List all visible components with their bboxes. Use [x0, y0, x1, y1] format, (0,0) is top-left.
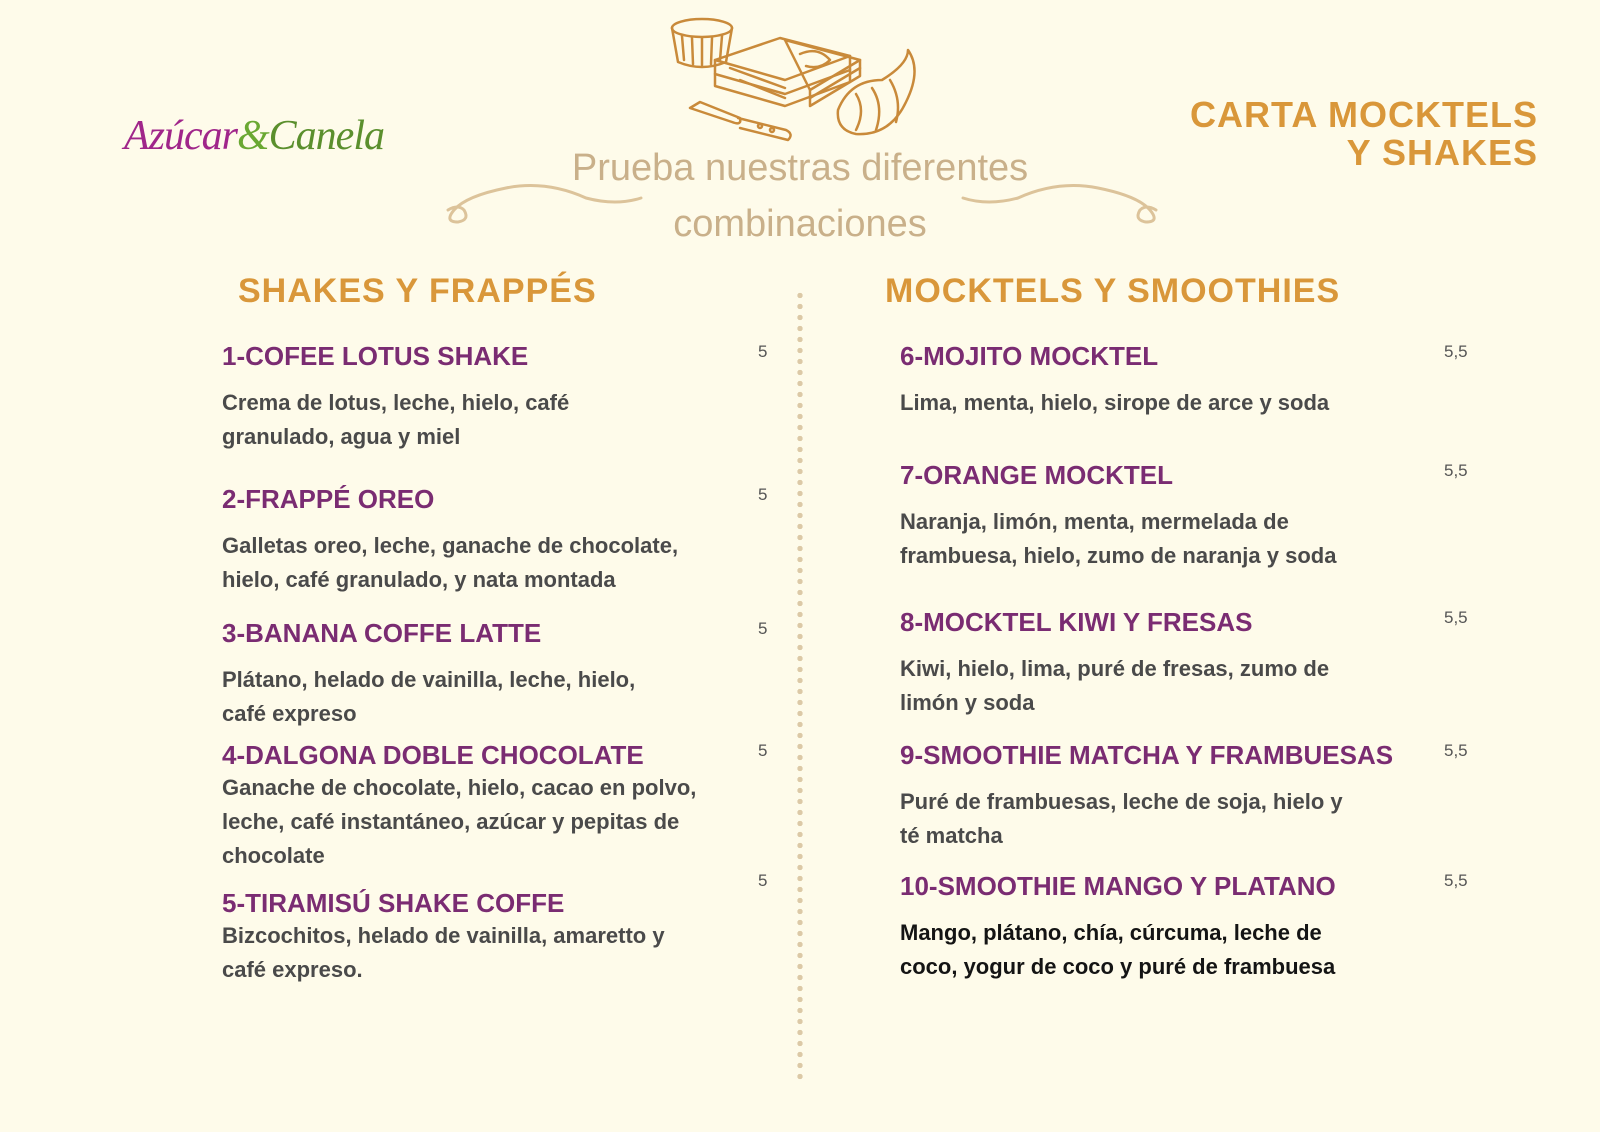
tagline-line2: combinaciones [673, 203, 927, 245]
menu-item-title: 10-SMOOTHIE MANGO Y PLATANO [900, 871, 1336, 901]
menu-item-3 [222, 617, 635, 731]
page-title [1190, 96, 1538, 172]
logo-text-azucar: Azúcar [124, 113, 237, 159]
menu-item-price: 5 [758, 619, 768, 638]
desc-line: Plátano, helado de vainilla, leche, hielo, [222, 667, 636, 692]
menu-item-price: 5,5 [1444, 608, 1468, 627]
logo-ampersand: & [237, 113, 269, 159]
menu-item-title: 6-MOJITO MOCKTEL [900, 341, 1159, 371]
desc-line: Ganache de chocolate, hielo, cacao en polvo, [222, 775, 697, 800]
menu-item-9 [900, 739, 1393, 853]
menu-item-description [222, 919, 665, 987]
section-heading-mocktels: MOCKTELS Y SMOOTHIES [885, 272, 1341, 310]
menu-item-4 [222, 739, 696, 873]
desc-line: hielo, café granulado, y nata montada [222, 567, 616, 592]
section-heading-shakes: SHAKES Y FRAPPÉS [238, 272, 597, 310]
menu-item-title: 2-FRAPPÉ OREO [222, 484, 435, 514]
pastries-illustration [660, 10, 940, 150]
menu-item-price: 5 [758, 871, 768, 890]
desc-line: Mango, plátano, chía, cúrcuma, leche de [900, 920, 1322, 945]
menu-item-2 [222, 483, 678, 597]
desc-line: Naranja, limón, menta, mermelada de [900, 509, 1289, 534]
desc-line: café expreso. [222, 957, 363, 982]
page-title-line2: Y SHAKES [1346, 132, 1538, 173]
menu-item-description [222, 529, 678, 597]
menu-item-description [222, 386, 569, 454]
menu-item-title: 5-TIRAMISÚ SHAKE COFFE [222, 888, 565, 918]
desc-line: té matcha [900, 823, 1003, 848]
desc-line: chocolate [222, 843, 325, 868]
menu-item-description [222, 663, 635, 731]
desc-line: Crema de lotus, leche, hielo, café [222, 390, 570, 415]
menu-item-price: 5,5 [1444, 342, 1468, 361]
menu-item-title: 4-DALGONA DOBLE CHOCOLATE [222, 740, 644, 770]
menu-item-description [900, 785, 1393, 853]
desc-line: Kiwi, hielo, lima, puré de fresas, zumo de [900, 656, 1330, 681]
menu-item-price: 5,5 [1444, 871, 1468, 890]
menu-item-description [222, 771, 696, 873]
menu-item-8 [900, 606, 1329, 720]
desc-line: coco, yogur de coco y puré de frambuesa [900, 954, 1336, 979]
menu-item-title: 7-ORANGE MOCKTEL [900, 460, 1173, 490]
brand-logo [124, 112, 384, 160]
tagline-line1: Prueba nuestras diferentes [571, 147, 1029, 189]
menu-item-price: 5,5 [1444, 461, 1468, 480]
menu-item-title: 9-SMOOTHIE MATCHA Y FRAMBUESAS [900, 740, 1394, 770]
desc-line: café expreso [222, 701, 357, 726]
logo-text-canela: Canela [268, 113, 384, 159]
menu-item-price: 5,5 [1444, 741, 1468, 760]
desc-line: limón y soda [900, 690, 1035, 715]
desc-line: leche, café instantáneo, azúcar y pepitas de [222, 809, 680, 834]
menu-item-price: 5 [758, 485, 768, 504]
menu-item-10 [900, 870, 1336, 984]
menu-item-5 [222, 887, 665, 987]
menu-item-6 [900, 340, 1329, 420]
desc-line: frambuesa, hielo, zumo de naranja y soda [900, 543, 1337, 568]
menu-item-description [900, 916, 1336, 984]
menu-item-title: 8-MOCKTEL KIWI Y FRESAS [900, 607, 1253, 637]
menu-item-title: 1-COFEE LOTUS SHAKE [222, 341, 529, 371]
desc-line: Puré de frambuesas, leche de soja, hielo y [900, 789, 1343, 814]
menu-item-description [900, 386, 1329, 420]
menu-item-7 [900, 459, 1336, 573]
menu-item-price: 5 [758, 741, 768, 760]
desc-line: Bizcochitos, helado de vainilla, amaretto y [222, 923, 665, 948]
menu-item-description [900, 505, 1336, 573]
desc-line: granulado, agua y miel [222, 424, 461, 449]
menu-item-1 [222, 340, 569, 454]
desc-line: Lima, menta, hielo, sirope de arce y soda [900, 390, 1330, 415]
menu-item-title: 3-BANANA COFFE LATTE [222, 618, 542, 648]
desc-line: Galletas oreo, leche, ganache de chocolate, [222, 533, 679, 558]
column-divider [797, 290, 803, 1080]
menu-item-description [900, 652, 1329, 720]
page-title-line1: CARTA MOCKTELS [1190, 94, 1538, 135]
menu-item-price: 5 [758, 342, 768, 361]
tagline [550, 140, 1050, 252]
